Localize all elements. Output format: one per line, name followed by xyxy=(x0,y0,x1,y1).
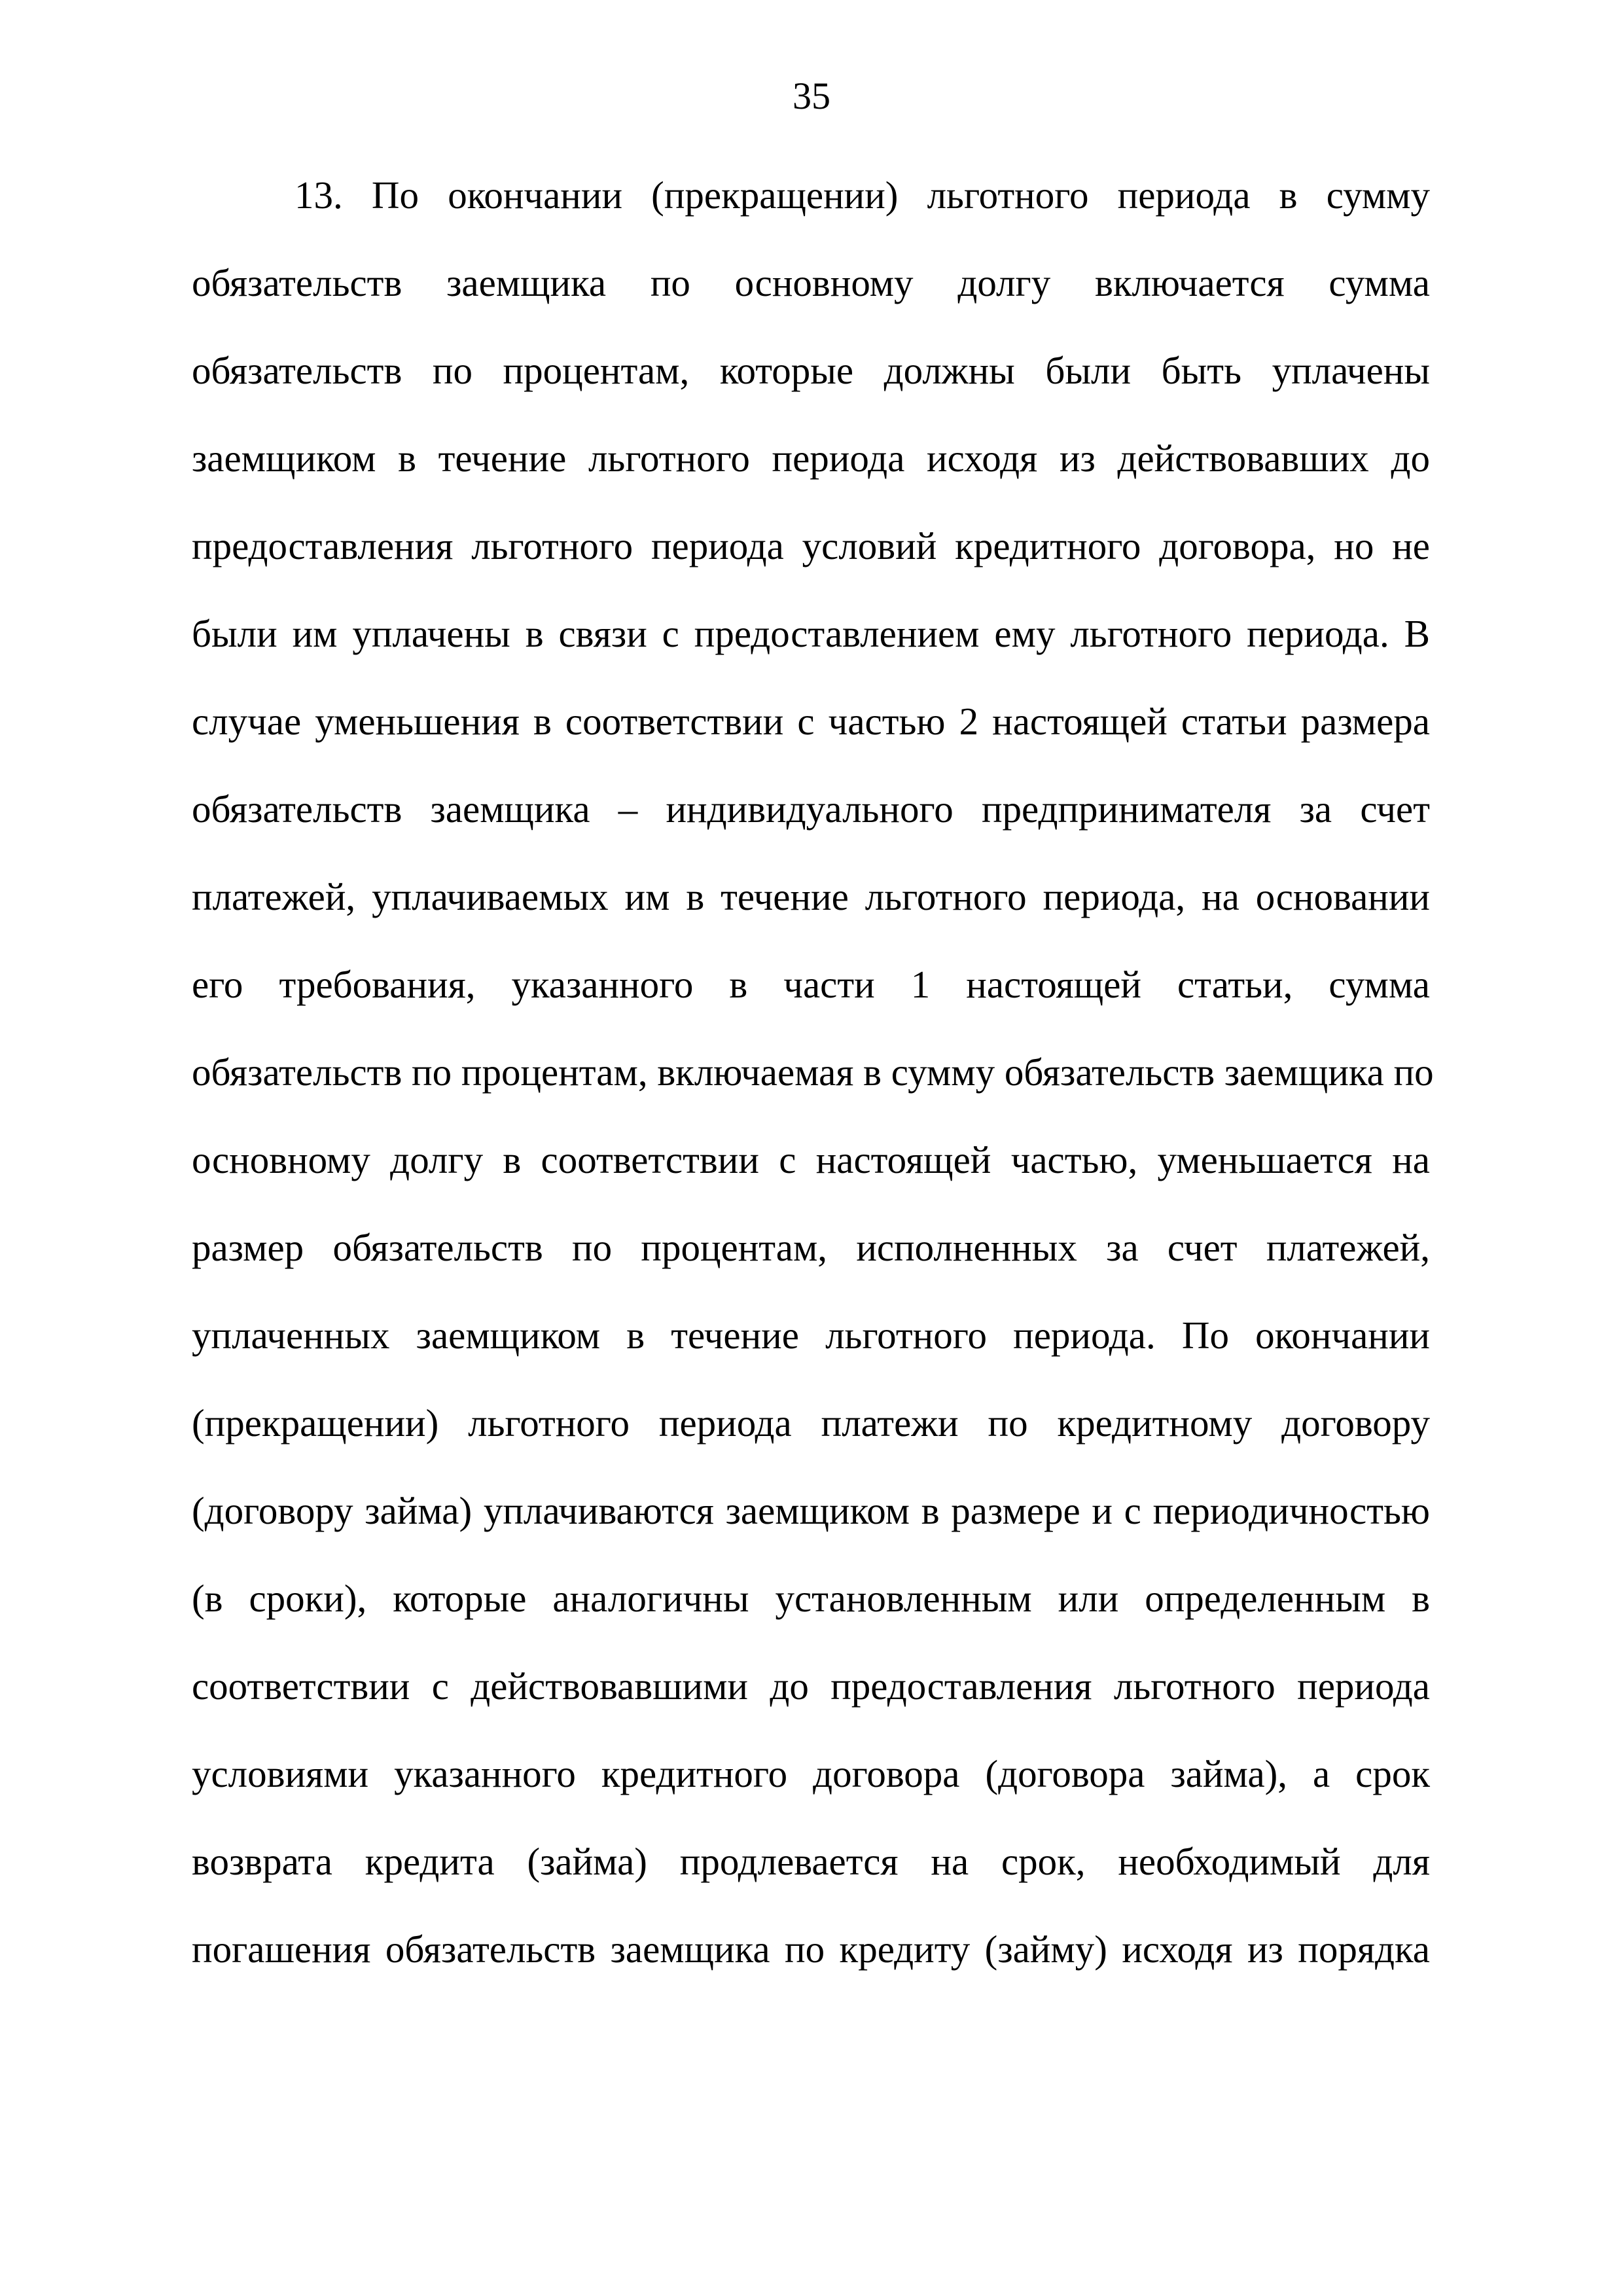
paragraph-line: (договору займа) уплачиваются заемщиком в размере и с периодичностью xyxy=(192,1489,1430,1532)
paragraph-line: 13. По окончании (прекращении) льготного периода в сумму xyxy=(294,173,1430,217)
paragraph-line: уплаченных заемщиком в течение льготного периода. По окончании xyxy=(192,1314,1430,1357)
paragraph-line: погашения обязательств заемщика по кредиту (займу) исходя из порядка xyxy=(192,1928,1430,1971)
paragraph-line: его требования, указанного в части 1 настоящей статьи, сумма xyxy=(192,963,1430,1006)
paragraph-line: (в сроки), которые аналогичны установленным или определенным в xyxy=(192,1577,1430,1620)
paragraph-line: заемщиком в течение льготного периода исходя из действовавших до xyxy=(192,437,1430,480)
paragraph-line: условиями указанного кредитного договора (договора займа), а срок xyxy=(192,1752,1430,1795)
page-number: 35 xyxy=(793,75,830,117)
paragraph-line: возврата кредита (займа) продлевается на срок, необходимый для xyxy=(192,1840,1430,1883)
document-paragraph xyxy=(192,170,1434,2012)
paragraph-line: соответствии с действовавшими до предоставления льготного периода xyxy=(192,1664,1430,1708)
paragraph-line: были им уплачены в связи с предоставлением ему льготного периода. В xyxy=(192,612,1430,655)
paragraph-line: платежей, уплачиваемых им в течение льготного периода, на основании xyxy=(192,875,1430,918)
paragraph-line: обязательств заемщика – индивидуального предпринимателя за счет xyxy=(192,787,1430,831)
paragraph-line: обязательств заемщика по основному долгу включается сумма xyxy=(192,261,1430,304)
paragraph-line: обязательств по процентам, включаемая в сумму обязательств заемщика по xyxy=(192,1050,1434,1094)
paragraph-line: (прекращении) льготного периода платежи по кредитному договору xyxy=(192,1401,1430,1444)
paragraph-line: основному долгу в соответствии с настоящей частью, уменьшается на xyxy=(192,1138,1430,1181)
paragraph-line: случае уменьшения в соответствии с частью 2 настоящей статьи размера xyxy=(192,700,1430,743)
paragraph-line: размер обязательств по процентам, исполненных за счет платежей, xyxy=(192,1226,1430,1269)
paragraph-line: предоставления льготного периода условий кредитного договора, но не xyxy=(192,524,1430,567)
paragraph-line: обязательств по процентам, которые должны были быть уплачены xyxy=(192,349,1430,392)
